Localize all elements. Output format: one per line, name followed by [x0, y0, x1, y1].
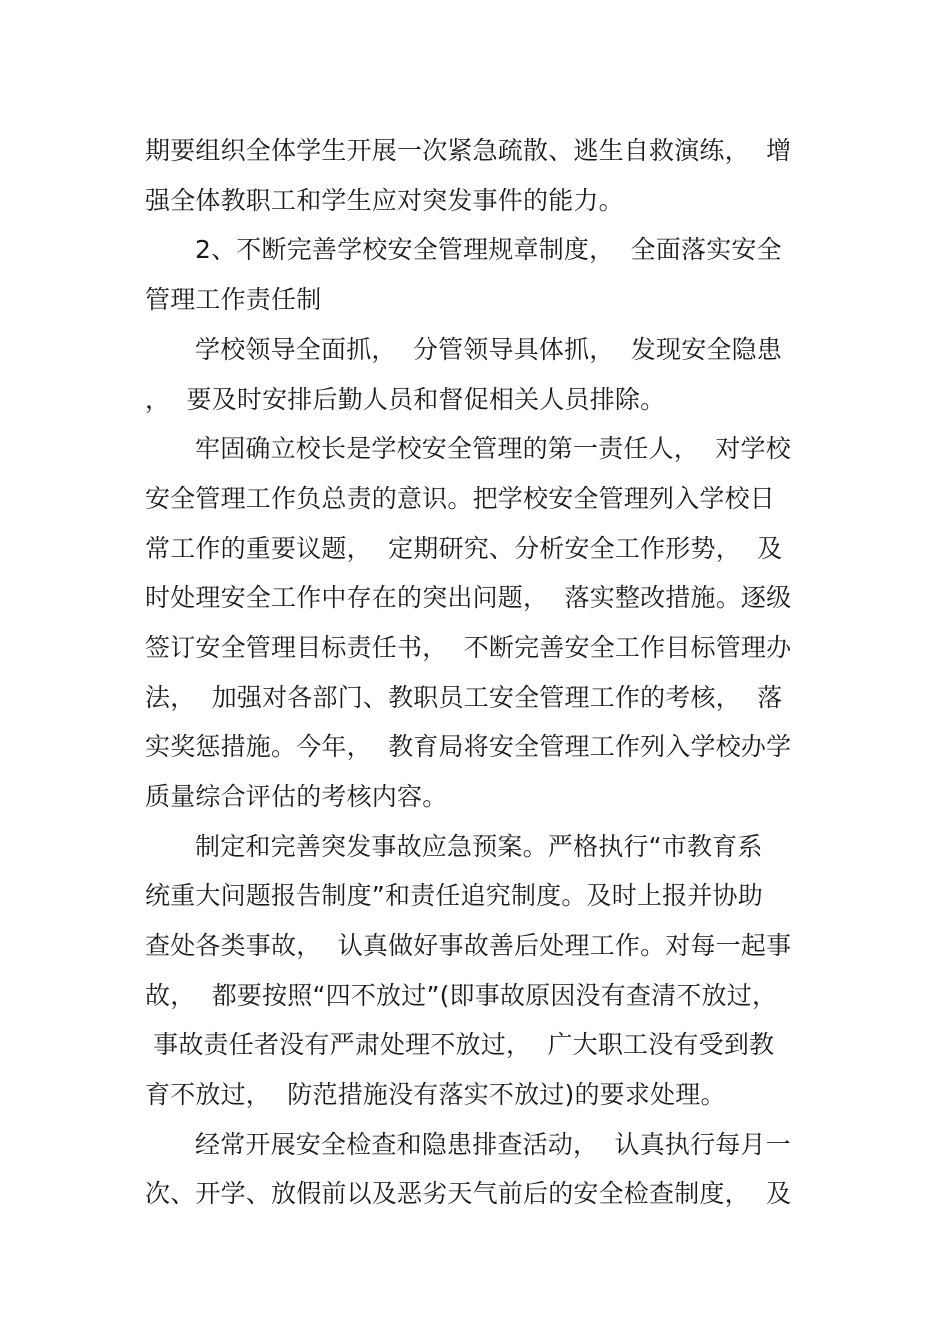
text-line: 查处各类事故， 认真做好事故善后处理工作。对每一起事: [145, 931, 792, 960]
section-heading: 2、不断完善学校安全管理规章制度， 全面落实安全: [195, 235, 782, 264]
text-line: 法， 加强对各部门、教职员工安全管理工作的考核， 落: [145, 683, 783, 712]
text-line: 安全管理工作负总责的意识。把学校安全管理列入学校日: [145, 484, 776, 513]
text-line: 签订安全管理目标责任书， 不断完善安全工作目标管理办: [145, 633, 792, 662]
text-line: 牢固确立校长是学校安全管理的第一责任人， 对学校: [195, 434, 791, 463]
text-line: 期要组织全体学生开展一次紧急疏散、逃生自救演练， 增: [145, 136, 792, 165]
text-line: 强全体教职工和学生应对突发事件的能力。: [145, 186, 624, 215]
text-line: 经常开展安全检查和隐患排查活动， 认真执行每月一: [195, 1130, 791, 1159]
text-line: 次、开学、放假前以及恶劣天气前后的安全检查制度， 及: [145, 1179, 792, 1208]
text-line: 时处理安全工作中存在的突出问题， 落实整改措施。逐级: [145, 583, 792, 612]
text-line: 制定和完善突发事故应急预案。严格执行“市教育系: [195, 832, 763, 861]
text-line: 事故责任者没有严肃处理不放过， 广大职工没有受到教: [145, 1030, 775, 1059]
text-line: ， 要及时安排后勤人员和督促相关人员排除。: [145, 385, 666, 414]
text-line: 学校领导全面抓， 分管领导具体抓， 发现安全隐患: [195, 335, 782, 364]
text-line: 常工作的重要议题， 定期研究、分析安全工作形势， 及: [145, 534, 783, 563]
section-heading: 管理工作责任制: [145, 285, 322, 314]
text-line: 故， 都要按照“四不放过”(即事故原因没有查清不放过，: [145, 981, 778, 1010]
text-line: 统重大问题报告制度”和责任追究制度。及时上报并协助: [145, 881, 763, 910]
text-line: 质量综合评估的考核内容。: [145, 782, 448, 811]
text-line: 育不放过， 防范措施没有落实不放过)的要求处理。: [145, 1080, 726, 1109]
text-line: 实奖惩措施。今年， 教育局将安全管理工作列入学校办学: [145, 732, 792, 761]
